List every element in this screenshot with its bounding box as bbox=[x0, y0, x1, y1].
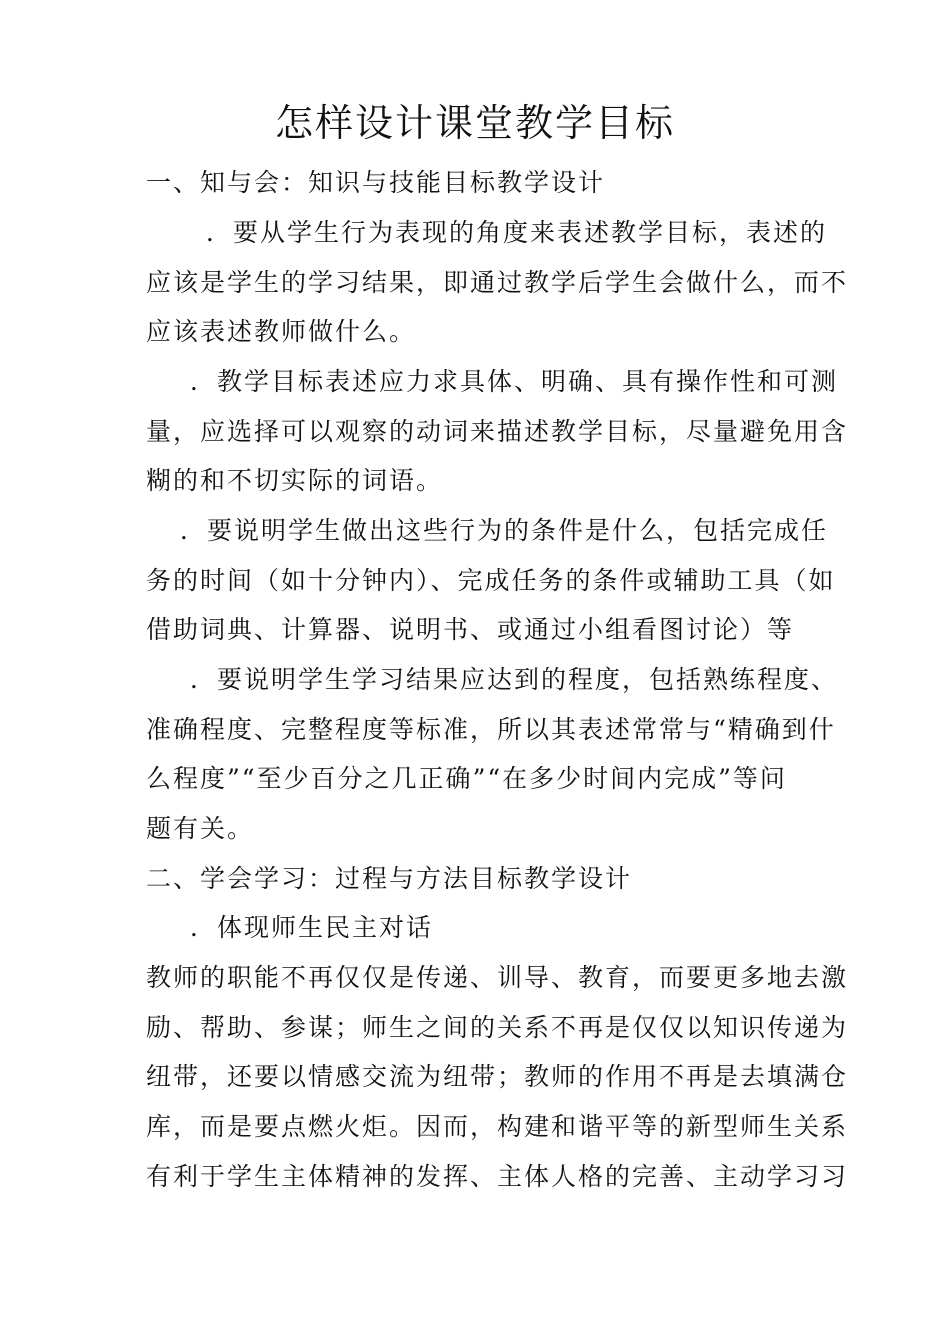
paragraph-line: 纽带，还要以情感交流为纽带；教师的作用不再是去填满仓 bbox=[146, 1062, 849, 1091]
paragraph-line: ．要说明学生做出这些行为的条件是什么，包括完成任 bbox=[180, 516, 829, 545]
paragraph-line: ．教学目标表述应力求具体、明确、具有操作性和可测 bbox=[190, 367, 839, 396]
paragraph-line: 么程度”“至少百分之几正确”“在多少时间内完成”等问 bbox=[146, 764, 787, 793]
subheading: ．体现师生民主对话 bbox=[190, 913, 434, 942]
paragraph-line: ．要说明学生学习结果应达到的程度，包括熟练程度、 bbox=[190, 665, 839, 694]
heading-section-2: 二、学会学习：过程与方法目标教学设计 bbox=[146, 864, 633, 893]
paragraph-line: 务的时间（如十分钟内）、完成任务的条件或辅助工具（如 bbox=[146, 566, 836, 595]
heading-section-1: 一、知与会：知识与技能目标教学设计 bbox=[146, 168, 606, 197]
paragraph-line: 应该表述教师做什么。 bbox=[146, 317, 417, 346]
paragraph-line: ．要从学生行为表现的角度来表述教学目标，表述的 bbox=[206, 218, 828, 247]
paragraph-line: 教师的职能不再仅仅是传递、训导、教育，而要更多地去激 bbox=[146, 963, 849, 992]
paragraph-line: 库，而是要点燃火炬。因而，构建和谐平等的新型师生关系 bbox=[146, 1112, 849, 1141]
paragraph-line: 有利于学生主体精神的发挥、主体人格的完善、主动学习习 bbox=[146, 1162, 849, 1191]
paragraph-line: 量，应选择可以观察的动词来描述教学目标，尽量避免用含 bbox=[146, 417, 849, 446]
paragraph-line: 励、帮助、参谋；师生之间的关系不再是仅仅以知识传递为 bbox=[146, 1013, 849, 1042]
paragraph-line: 准确程度、完整程度等标准，所以其表述常常与“精确到什 bbox=[146, 715, 836, 744]
paragraph-line: 题有关。 bbox=[146, 814, 255, 843]
document-title: 怎样设计课堂教学目标 bbox=[274, 101, 675, 145]
paragraph-line: 借助词典、计算器、说明书、或通过小组看图讨论）等 bbox=[146, 615, 795, 644]
paragraph-line: 糊的和不切实际的词语。 bbox=[146, 466, 444, 495]
paragraph-line: 应该是学生的学习结果，即通过教学后学生会做什么，而不 bbox=[146, 268, 849, 297]
